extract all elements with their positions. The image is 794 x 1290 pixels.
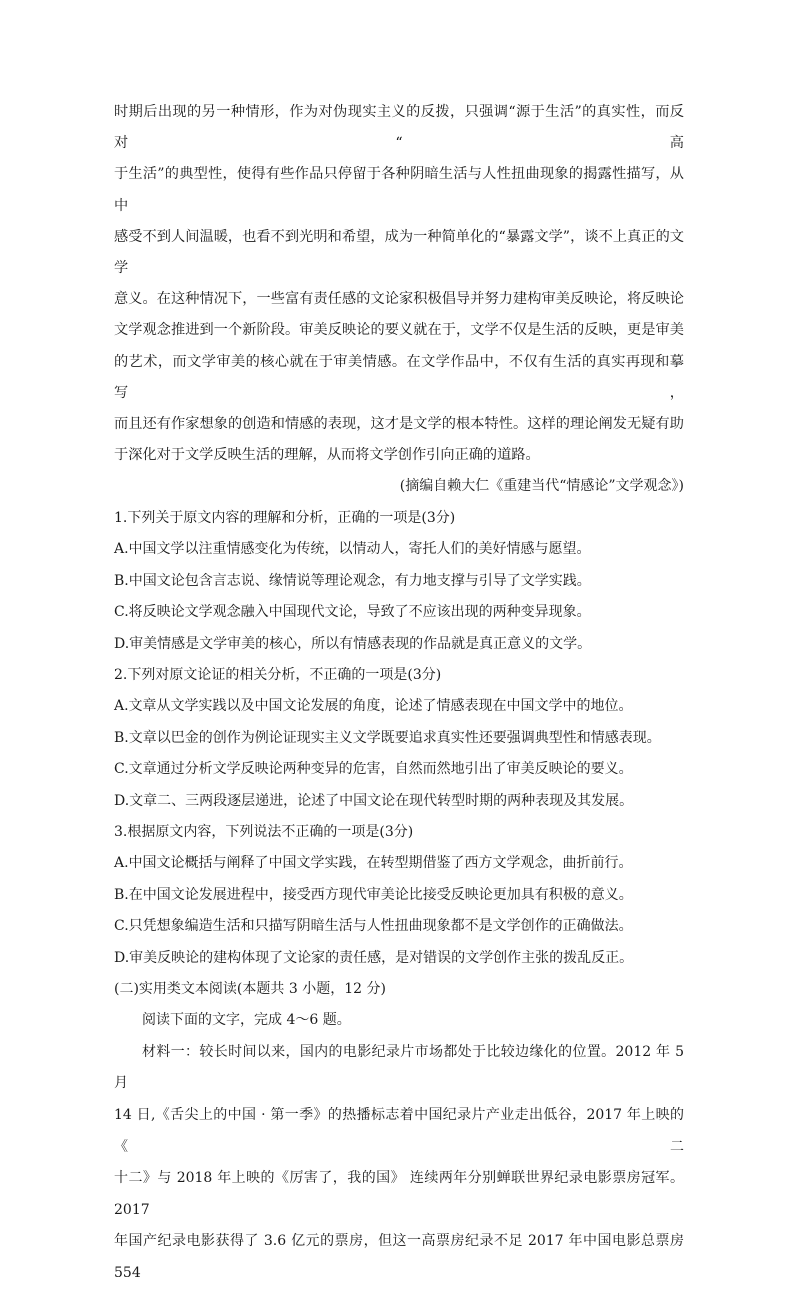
material-line: 材料一：较长时间以来，国内的电影纪录片市场都处于比较边缘化的位置。2012 年 5 月 bbox=[114, 1043, 684, 1092]
reading-passage bbox=[114, 97, 684, 471]
question-3 bbox=[114, 817, 684, 974]
question-2 bbox=[114, 660, 684, 817]
option-d: D.审美反映论的建构体现了文论家的责任感，是对错误的文学创作主张的拨乱反正。 bbox=[114, 949, 634, 966]
passage-line: 意义。在这种情况下，一些富有责任感的文论家积极倡导并努力建构审美反映论，将反映论 bbox=[114, 291, 684, 308]
question-1 bbox=[114, 503, 684, 660]
option-b: B.在中国文论发展进程中，接受西方现代审美论比接受反映论更加具有积极的意义。 bbox=[114, 886, 633, 903]
exam-page bbox=[114, 97, 684, 1290]
passage-line: 的艺术，而文学审美的核心就在于审美情感。在文学作品中，不仅有生活的真实再现和摹写， bbox=[114, 353, 684, 401]
question-title: 3.根据原文内容，下列说法不正确的一项是(3分) bbox=[114, 824, 414, 840]
option-a: A.中国文论概括与阐释了中国文学实践，在转型期借鉴了西方文学观念，曲折前行。 bbox=[114, 855, 633, 872]
material-line: 14 日,《舌尖上的中国 · 第一季》的热播标志着中国纪录片产业走出低谷，2017 年上映的《二 bbox=[114, 1107, 684, 1155]
option-a: A.中国文学以注重情感变化为传统，以情动人，寄托人们的美好情感与愿望。 bbox=[114, 541, 591, 558]
option-b: B.中国文论包含言志说、缘情说等理论观念，有力地支撑与引导了文学实践。 bbox=[114, 572, 591, 589]
material-line: 年国产纪录电影获得了 3.6 亿元的票房，但这一高票房纪录不足 2017 年中国电影总票房 554 bbox=[114, 1233, 684, 1281]
passage-line: 于生活”的典型性，使得有些作品只停留于各种阴暗生活与人性扭曲现象的揭露性描写，从中 bbox=[114, 166, 684, 214]
section-heading: (二)实用类文本阅读(本题共 3 小题，12 分) bbox=[114, 981, 386, 998]
material-one bbox=[114, 1037, 684, 1290]
option-a: A.文章从文学实践以及中国文论发展的角度，论述了情感表现在中国文学中的地位。 bbox=[114, 698, 633, 715]
material-line: 十二》与 2018 年上映的《厉害了，我的国》 连续两年分别蝉联世界纪录电影票房冠军。2017 bbox=[114, 1170, 684, 1218]
option-d: D.文章二、三两段逐层递进，论述了中国文论在现代转型时期的两种表现及其发展。 bbox=[114, 792, 634, 809]
passage-line: 于深化对于文学反映生活的理解，从而将文学创作引向正确的道路。 bbox=[114, 447, 540, 464]
passage-line: 感受不到人间温暖，也看不到光明和希望，成为一种简单化的“暴露文学”，谈不上真正的文学 bbox=[114, 228, 684, 277]
option-c: C.只凭想象编造生活和只描写阴暗生活与人性扭曲现象都不是文学创作的正确做法。 bbox=[114, 918, 633, 935]
passage-line: 时期后出现的另一种情形，作为对伪现实主义的反拨，只强调“源于生活”的真实性，而反对“高 bbox=[114, 104, 684, 152]
option-b: B.文章以巴金的创作为例论证现实主义文学既要追求真实性还要强调典型性和情感表现。 bbox=[114, 729, 661, 746]
passage-line: 而且还有作家想象的创造和情感的表现，这才是文学的根本特性。这样的理论阐发无疑有助 bbox=[114, 416, 684, 433]
question-title: 2.下列对原文论证的相关分析，不正确的一项是(3分) bbox=[114, 666, 442, 683]
source-citation: (摘编自赖大仁《重建当代“情感论”文学观念》) bbox=[399, 478, 684, 495]
passage-line: 文学观念推进到一个新阶段。审美反映论的要义就在于，文学不仅是生活的反映，更是审美 bbox=[114, 322, 684, 339]
question-title: 1.下列关于原文内容的理解和分析，正确的一项是(3分) bbox=[114, 509, 456, 526]
section-instruction: 阅读下面的文字，完成 4～6 题。 bbox=[142, 1012, 351, 1029]
option-c: C.文章通过分析文学反映论两种变异的危害，自然而然地引出了审美反映论的要义。 bbox=[114, 761, 633, 778]
option-d: D.审美情感是文学审美的核心，所以有情感表现的作品就是真正意义的文学。 bbox=[114, 635, 592, 652]
option-c: C.将反映论文学观念融入中国现代文论，导致了不应该出现的两种变异现象。 bbox=[114, 604, 591, 621]
